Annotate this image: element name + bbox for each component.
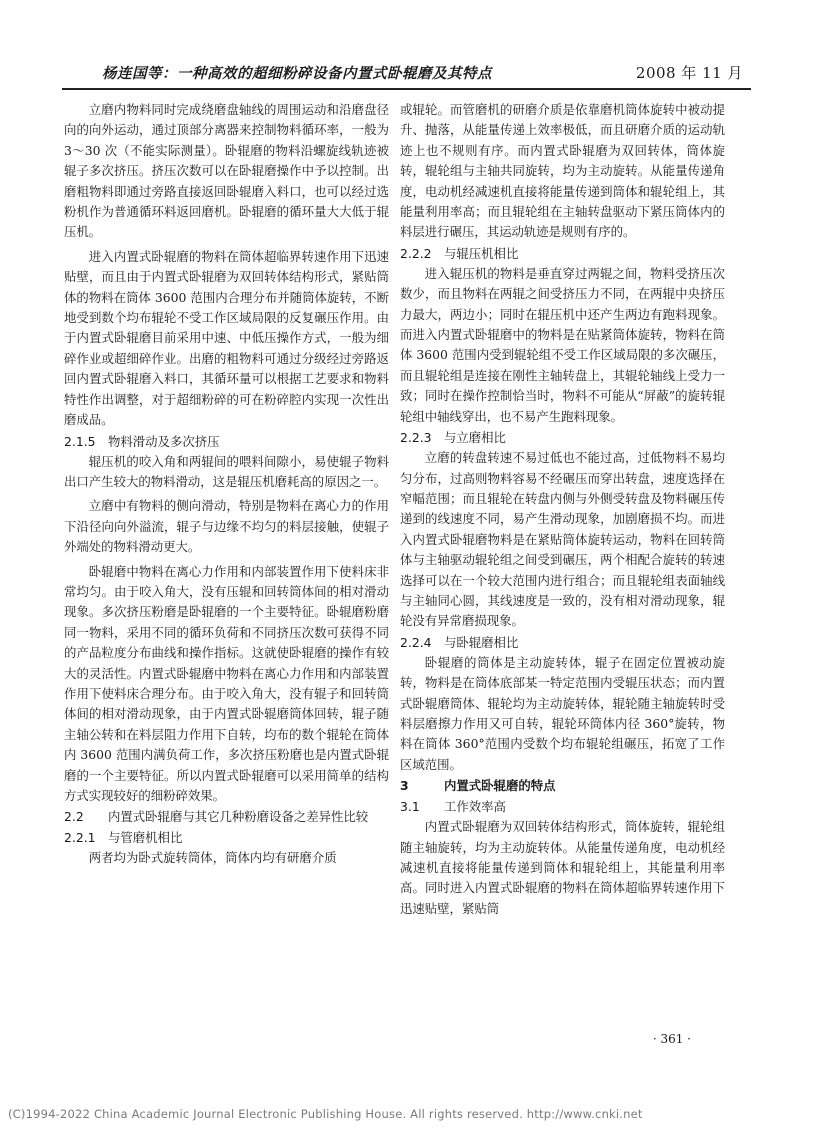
paragraph: 卧辊磨的筒体是主动旋转体，辊子在固定位置被动旋转，物料是在筒体底部某一特定范围内受辊压状态；而内置式卧辊磨筒体、辊轮均为主动旋转体，辊轮随主轴旋转时受料层磨擦力作用又可自转，辊轮环筒体内径 360°旋转，物料在筒体 360°范围内受数个均布辊轮组碾压，拓宽了工作区域范围。 [400,654,725,772]
section-number: 2.2.3 [400,430,432,446]
section-title: 内置式卧辊磨的特点 [444,778,556,794]
running-header [62,58,751,90]
section-title: 与管磨机相比 [108,830,183,846]
paragraph: 卧辊磨中物料在离心力作用和内部装置作用下使料床非常均匀。由于咬入角大，没有压辊和回转筒体间的相对滑动现象。多次挤压粉磨是卧辊磨的一个主要特征。卧辊磨粉磨同一物料，采用不同的循环负荷和不同挤压次数可获得不同的产品粒度分布曲线和操作指标。这就使卧辊磨的操作有较大的灵活性。内置式卧辊磨中物料在离心力作用和内部装置作用下使料床合理分布。由于咬入角大，没有辊子和回转筒体间的相对滑动现象，由于内置式卧辊磨筒体回转，辊子随主轴公转和在料层阻力作用下自转，均布的数个辊轮在筒体内 3600 范围内满负荷工作，多次挤压粉磨也是内置式卧辊磨的一个主要特征。所以内置式卧辊磨可以采用简单的结构方式实现较好的细粉碎效果。 [64,563,389,803]
section-heading-3 [400,775,725,796]
section-number: 2.2.4 [400,634,432,650]
section-title: 物料滑动及多次挤压 [108,433,220,449]
section-heading-2-1-5 [64,431,389,452]
section-heading-2-2-4 [400,632,725,653]
section-number: 2.2.2 [400,245,432,261]
section-heading-2-2-2 [400,243,725,264]
paragraph: 或辊轮。而管磨机的研磨介质是依靠磨机筒体旋转中被动提升、抛落，从能量传递上效率极低，而且研磨介质的运动轨迹上也不规则有序。而内置式卧辊磨为双回转体，筒体旋转，辊轮组与主轴共同旋转，均为主动旋转。从能量传递角度，电动机经减速机直接将能量传递到筒体和辊轮组上，其能量利用率高；而且辊轮组在主轴转盘驱动下紧压筒体内的料层进行碾压，其运动轨迹是规则有序的。 [400,102,725,240]
section-heading-3-1 [400,796,725,817]
paragraph: 进入内置式卧辊磨的物料在筒体超临界转速作用下迅速贴壁，而且由于内置式卧辊磨为双回转体结构形式，紧贴筒体的物料在筒体 3600 范围内合理分布并随筒体旋转，不断地受到数个均布辊轮不受工作区域局限的反复碾压作用。由于内置式卧辊磨目前采用中速、中低压操作方式，一般为细碎作业或超细碎作业。出磨的粗物料可通过分级经过旁路返回内置式卧辊磨入料口，其循环量可以根据工艺要求和物料特性作出调整，对于超细粉碎的可在粉碎腔内实现一次性出磨成品。 [64,248,389,428]
page-number: · 361 · [652,1032,691,1046]
header-date: 2008 年 11 月 [635,64,743,82]
right-column [400,96,725,919]
paragraph: 立磨内物料同时完成绕磨盘轴线的周围运动和沿磨盘径向的向外运动，通过顶部分离器来控制物料循环率，一般为 3～30 次（不能实际测量）。卧辊磨的物料沿螺旋线轨迹被辊子多次挤压。挤压次数可以在卧辊磨操作中予以控制。出磨粗物料即通过旁路直接返回卧辊磨入料口，也可以经过选粉机作为普通循环料返回磨机。卧辊磨的循环量大大低于辊压机。 [64,102,389,240]
section-title: 工作效率高 [444,799,506,815]
paragraph: 辊压机的咬入角和两辊间的喂料间隙小，易使辊子物料出口产生较大的物料滑动，这是辊压机磨耗高的原因之一。 [64,453,389,489]
section-heading-2-2-3 [400,427,725,448]
header-title: 杨连国等：一种高效的超细粉碎设备内置式卧辊磨及其特点 [102,65,492,82]
section-title: 与立磨相比 [444,430,506,446]
section-title: 与辊压机相比 [444,245,519,261]
section-number: 3.1 [400,799,420,815]
section-number: 2.2 [64,809,84,825]
section-heading-2-2 [64,806,389,827]
paragraph: 立磨中有物料的侧向滑动，特别是物料在离心力的作用下沿径向向外溢流，辊子与边缘不均匀的料层接触，使辊子外端处的物料滑动更大。 [64,498,389,555]
paragraph: 内置式卧辊磨为双回转体结构形式，筒体旋转，辊轮组随主轴旋转，均为主动旋转体。从能量传递角度，电动机经减速机直接将能量传递到筒体和辊轮组上，其能量利用率高。同时进入内置式卧辊磨的物料在筒体超临界转速作用下迅速贴壁，紧贴筒 [400,819,725,916]
section-number: 2.2.1 [64,830,96,846]
section-title: 内置式卧辊磨与其它几种粉磨设备之差异性比较 [108,809,369,825]
left-column [64,96,389,869]
paragraph: 进入辊压机的物料是垂直穿过两辊之间，物料受挤压次数少，而且物料在两辊之间受挤压力不同，在两辊中央挤压力最大，两边小；同时在辊压机中还产生两边有跑料现象。而进入内置式卧辊磨中的物料是在贴紧筒体旋转，物料在筒体 3600 范围内受到辊轮组不受工作区域局限的多次碾压，而且辊轮组是连接在刚性主轴转盘上，其辊轮轴线上受力一致；同时在操作控制恰当时，物料不可能从“屏蔽”的旋转辊轮组中轴线穿出，也不易产生跑料现象。 [400,265,725,424]
section-title: 与卧辊磨相比 [444,634,519,650]
paragraph: 立磨的转盘转速不易过低也不能过高，过低物料不易均匀分布，过高则物料容易不经碾压而穿出转盘，速度选择在窄幅范围；而且辊轮在转盘内侧与外侧受转盘及物料碾压传递到的线速度不同，易产生滑动现象，加剧磨损不均。而进入内置式卧辊磨物料是在紧贴筒体旋转运动，物料在回转筒体与主轴驱动辊轮组之间受到碾压，两个相配合旋转的转速选择可以在一个较大范围内进行组合；而且辊轮组表面轴线与主轴同心圆，其线速度是一致的，没有相对滑动现象，辊轮没有异常磨损现象。 [400,450,725,629]
section-number: 3 [400,778,409,794]
copyright-footer: (C)1994-2022 China Academic Journal Electronic Publishing House. All rights reserved. http://www.cnki.net [8,1107,643,1121]
section-heading-2-2-1 [64,827,389,848]
section-number: 2.1.5 [64,433,96,449]
paragraph: 两者均为卧式旋转筒体，筒体内均有研磨介质 [88,850,337,866]
